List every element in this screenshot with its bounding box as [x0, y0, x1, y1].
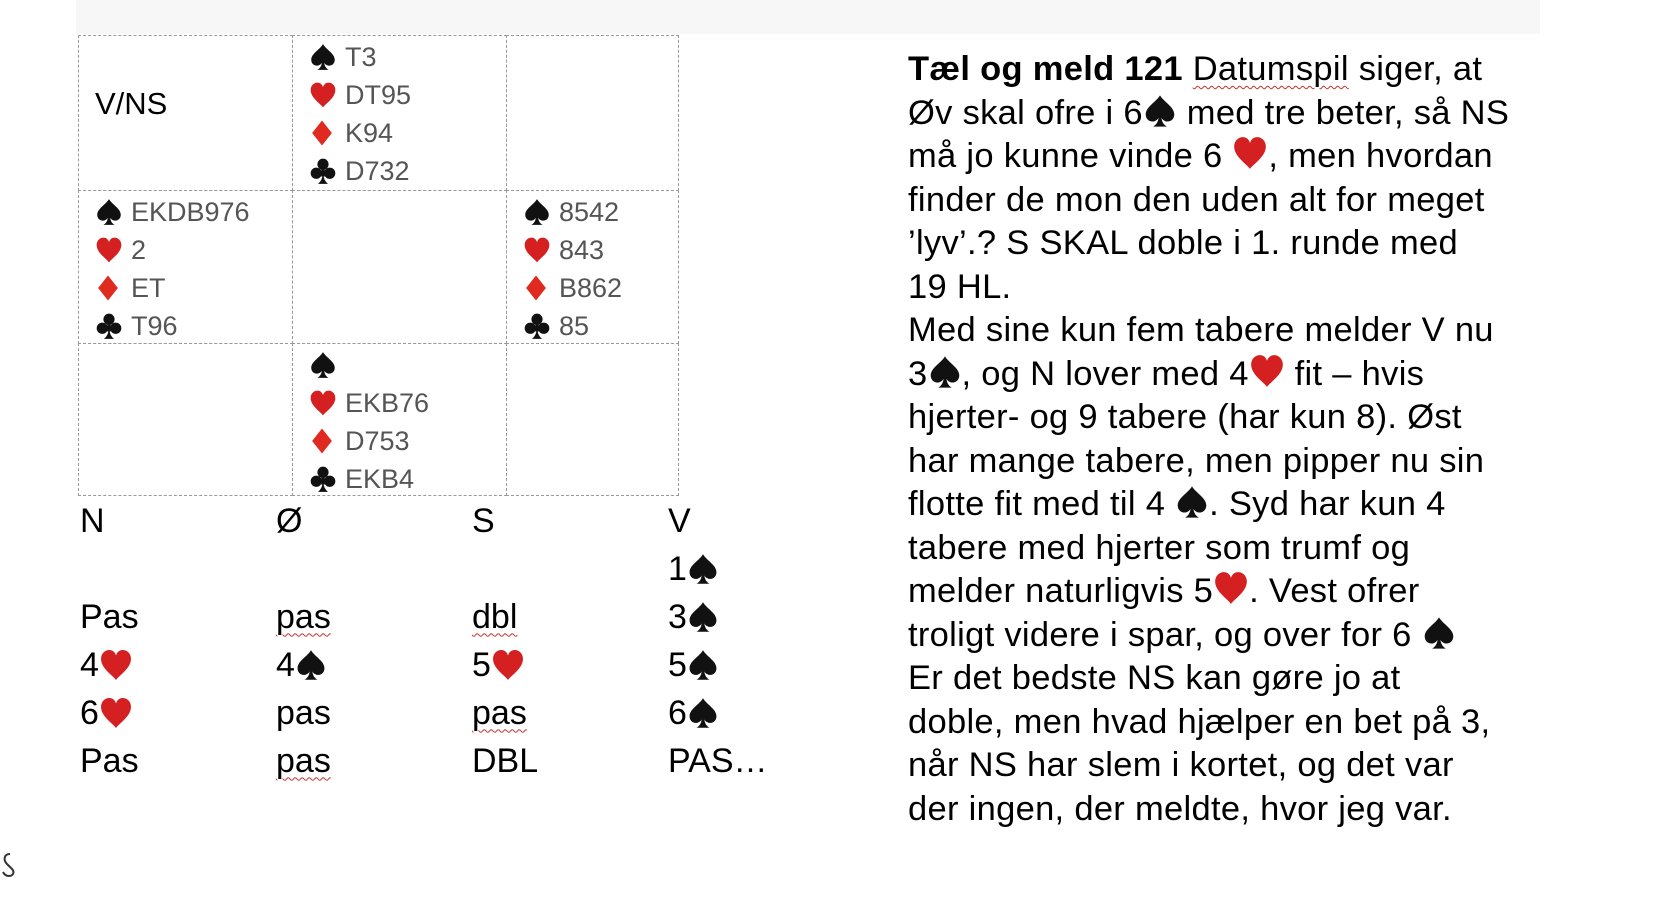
east-spades: 8542 — [559, 197, 620, 227]
spade-icon — [309, 351, 345, 379]
diamond-icon — [309, 428, 345, 454]
west-diamonds: ET — [131, 273, 166, 303]
diamond-icon — [95, 275, 131, 301]
text-line: når NS har slem i kortet, og det var — [908, 746, 1454, 784]
dealer-vulnerability: V/NS — [78, 35, 293, 191]
text-fragment: , og N lover med 4 — [961, 354, 1249, 393]
heart-icon — [95, 236, 131, 264]
text-fragment: fit – hvis — [1284, 354, 1425, 393]
bid-cell: 4 — [80, 641, 276, 689]
bid-cell — [472, 545, 668, 593]
deal-diagram — [78, 35, 678, 495]
text-fragment: melder naturligvis 5 — [908, 572, 1214, 610]
text-fragment: Øv skal ofre i 6 — [908, 93, 1143, 132]
spade-icon — [687, 553, 719, 585]
text-fragment: med tre beter, så NS — [1176, 93, 1510, 132]
spade-icon — [1422, 616, 1456, 650]
bidding-header-west: V — [668, 501, 691, 540]
club-icon — [95, 312, 131, 340]
spade-icon — [295, 649, 327, 681]
text-fragment: flotte fit med til 4 — [908, 485, 1176, 523]
text-line: tabere med hjerter som trumf og — [908, 528, 1411, 567]
spade-icon — [687, 601, 719, 633]
bidding-table — [80, 497, 788, 785]
text-fragment: , men hvordan — [1268, 137, 1493, 175]
header-band — [76, 0, 1540, 34]
bid-cell: 6 — [80, 689, 276, 737]
text-line: har mange tabere, men pipper nu sin — [908, 441, 1485, 480]
text-line: Er det bedste NS kan gøre jo at — [908, 659, 1401, 697]
club-icon — [523, 312, 559, 340]
text-line: der ingen, der meldte, hvor jeg var. — [908, 789, 1452, 828]
bid-cell: 6 — [668, 689, 788, 737]
bid-cell: 1 — [668, 545, 788, 593]
club-icon — [309, 465, 345, 493]
diamond-icon — [523, 275, 559, 301]
bid-cell: DBL — [472, 741, 539, 780]
bid-cell: 5 — [668, 641, 788, 689]
spade-icon — [928, 355, 962, 389]
spade-icon — [1175, 485, 1209, 519]
east-clubs: 85 — [559, 311, 590, 341]
empty-cell — [506, 343, 679, 496]
bidding-header-east: Ø — [276, 501, 303, 540]
north-hearts: DT95 — [345, 80, 412, 110]
heart-icon — [491, 648, 525, 682]
west-hand — [78, 190, 293, 344]
text-line: ’lyv’.? S SKAL doble i 1. runde med — [908, 224, 1459, 262]
north-clubs: D732 — [345, 156, 410, 186]
south-diamonds: D753 — [345, 426, 410, 456]
heart-icon — [523, 236, 559, 264]
empty-cell — [506, 35, 679, 191]
club-icon — [309, 157, 345, 185]
south-hearts: EKB76 — [345, 388, 430, 418]
bid-cell: 5 — [472, 641, 668, 689]
text-line: 19 HL. — [908, 267, 1012, 306]
empty-cell — [78, 343, 293, 496]
east-diamonds: B862 — [559, 273, 623, 303]
text-fragment: Datumspil siger, at — [1192, 50, 1483, 88]
bid-cell: pas — [472, 693, 527, 732]
east-hearts: 843 — [559, 235, 605, 265]
table-center — [292, 190, 507, 344]
text-line: Med sine kun fem tabere melder V nu — [908, 311, 1494, 349]
north-diamonds: K94 — [345, 118, 394, 148]
bidding-header-south: S — [472, 501, 495, 540]
west-clubs: T96 — [131, 311, 178, 341]
bidding-header-north: N — [80, 501, 105, 540]
bid-cell: pas — [276, 741, 331, 780]
diamond-icon — [309, 120, 345, 146]
bid-cell: 4 — [276, 641, 472, 689]
article-text — [908, 48, 1638, 831]
spade-icon — [95, 198, 131, 226]
bid-cell — [276, 545, 472, 593]
spade-icon — [687, 649, 719, 681]
heart-icon — [309, 81, 345, 109]
bid-cell: 3 — [668, 593, 788, 641]
text-fragment: må jo kunne vinde 6 — [908, 137, 1233, 175]
north-hand — [292, 35, 507, 191]
heart-icon — [1232, 135, 1268, 171]
bid-cell: dbl — [472, 597, 518, 636]
south-hand — [292, 343, 507, 496]
heart-icon — [99, 696, 133, 730]
west-hearts: 2 — [131, 235, 147, 265]
bid-cell: PAS… — [668, 741, 768, 780]
text-line: finder de mon den uden alt for meget — [908, 180, 1485, 219]
bid-cell: Pas — [80, 597, 139, 636]
south-clubs: EKB4 — [345, 464, 415, 494]
heart-icon — [309, 389, 345, 417]
spade-icon — [1143, 94, 1177, 128]
bid-cell: pas — [276, 597, 331, 636]
link-cursor-icon — [0, 852, 18, 878]
spade-icon — [309, 43, 345, 71]
north-spades: T3 — [345, 42, 377, 72]
text-line: hjerter- og 9 tabere (har kun 8). Øst — [908, 398, 1462, 436]
heart-icon — [1249, 353, 1285, 389]
text-fragment: troligt videre i spar, og over for 6 — [908, 615, 1422, 654]
west-spades: EKDB976 — [131, 197, 250, 227]
spade-icon — [523, 198, 559, 226]
bid-cell — [80, 545, 276, 593]
text-fragment: . Vest ofrer — [1249, 572, 1420, 610]
heart-icon — [1213, 570, 1249, 606]
spade-icon — [687, 697, 719, 729]
heart-icon — [99, 648, 133, 682]
text-fragment: 3 — [908, 354, 928, 393]
article-title: Tæl og meld 121 — [908, 50, 1183, 88]
text-line: doble, men hvad hjælper en bet på 3, — [908, 702, 1491, 741]
text-fragment: . Syd har kun 4 — [1209, 485, 1446, 523]
bid-cell: pas — [276, 693, 331, 732]
bid-cell: Pas — [80, 741, 139, 780]
east-hand — [506, 190, 679, 344]
